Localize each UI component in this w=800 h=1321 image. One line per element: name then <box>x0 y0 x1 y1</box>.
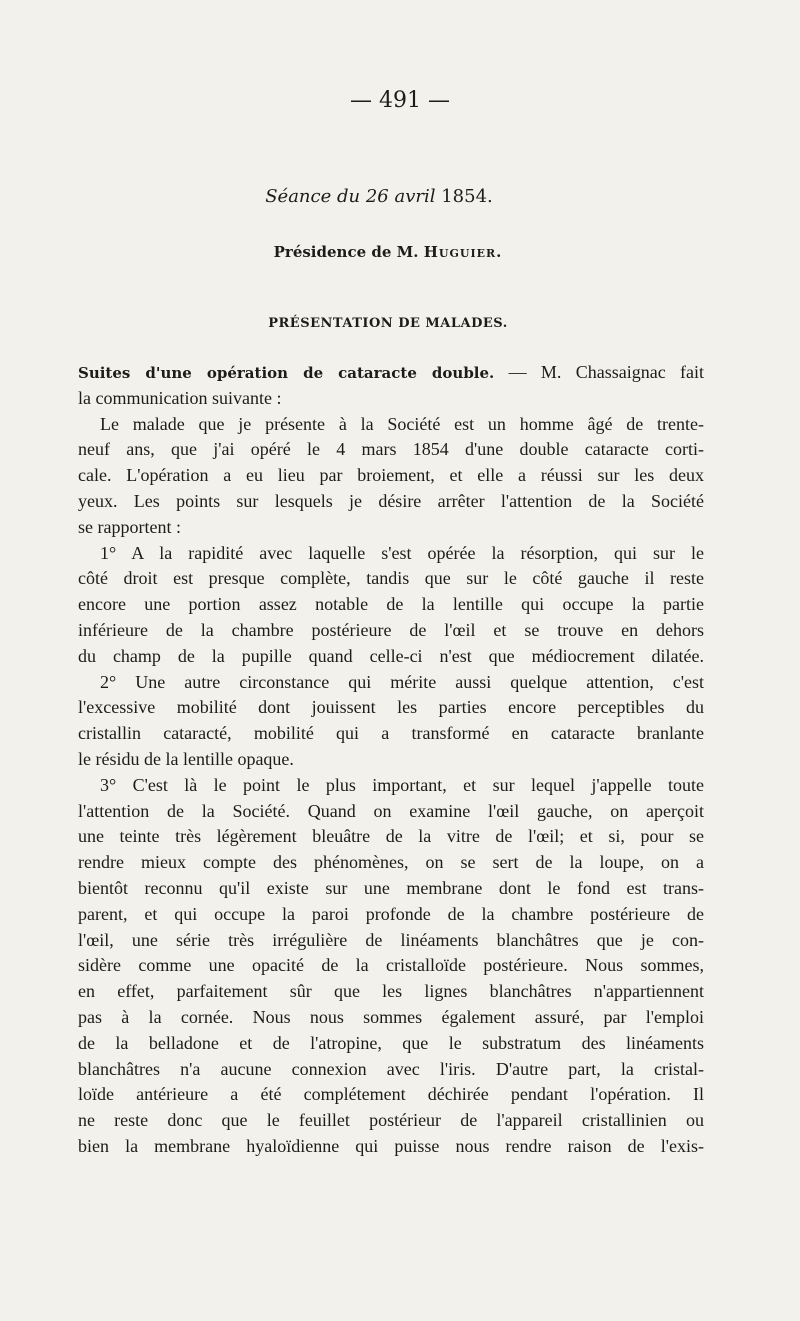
text-line <box>78 566 704 592</box>
line-text: de la belladone et de l'atropine, que le substratum des linéaments <box>78 1032 704 1053</box>
line-text: yeux. Les points sur lesquels je désire arrêter l'attention de la Société <box>78 490 704 511</box>
line-text: bien la membrane hyaloïdienne qui puisse nous rendre raison de l'exis- <box>78 1135 704 1156</box>
line-text: le résidu de la lentille opaque. <box>78 748 294 769</box>
section-heading: PRÉSENTATION DE MALADES. <box>268 316 508 331</box>
text-line <box>78 1031 704 1057</box>
line-text: parent, et qui occupe la paroi profonde de la chambre postérieure de <box>78 903 704 924</box>
line-text: la communication suivante : <box>78 387 282 408</box>
text-line <box>78 644 704 670</box>
line-text: loïde antérieure a été complétement déchirée pendant l'opération. Il <box>78 1084 704 1105</box>
line-text: une teinte très légèrement bleuâtre de la vitre de l'œil; et si, pour se <box>78 826 704 847</box>
line-text: neuf ans, que j'ai opéré le 4 mars 1854 d'une double cataracte corti- <box>78 439 704 460</box>
session-prefix: Séance du <box>265 186 361 207</box>
presidency-abbr: M. <box>396 243 419 261</box>
line-text: 1° A la rapidité avec laquelle s'est opérée la résorption, qui sur le <box>100 542 704 563</box>
text-line <box>78 1057 704 1083</box>
body-text <box>78 360 704 1160</box>
line-text: l'excessive mobilité dont jouissent les parties encore perceptibles du <box>78 697 704 718</box>
text-line <box>78 412 704 438</box>
line-text: inférieure de la chambre postérieure de l'œil et se trouve en dehors <box>78 619 704 640</box>
line-text: cale. L'opération a eu lieu par broiement, et elle a réussi sur les deux <box>78 465 704 486</box>
text-line <box>78 437 704 463</box>
line-text: en effet, parfaitement sûr que les lignes blanchâtres n'appartiennent <box>78 981 704 1002</box>
session-date <box>0 186 758 207</box>
session-year: 1854. <box>441 186 493 207</box>
line-text: l'œil, une série très irrégulière de linéaments blanchâtres que je con- <box>78 929 704 950</box>
text-line <box>78 824 704 850</box>
text-line <box>78 695 704 721</box>
text-line <box>78 1108 704 1134</box>
line-text: Le malade que je présente à la Société est un homme âgé de trente- <box>100 413 704 434</box>
text-line <box>78 618 704 644</box>
text-line <box>78 1005 704 1031</box>
presidency-name: Huguier. <box>423 243 503 261</box>
text-line <box>78 386 704 412</box>
line-text: blanchâtres n'a aucune connexion avec l'iris. D'autre part, la cristal- <box>78 1058 704 1079</box>
paragraph-subtitle: Suites d'une opération de cataracte double. <box>78 364 495 382</box>
line-text: cristallin cataracté, mobilité qui a transformé en cataracte branlante <box>78 723 704 744</box>
line-text: ne reste donc que le feuillet postérieur de l'appareil cristallinien ou <box>78 1110 704 1131</box>
text-line <box>78 1082 704 1108</box>
text-line <box>78 953 704 979</box>
page-number: — 491 — <box>350 88 450 113</box>
line-text: pas à la cornée. Nous nous sommes également assuré, par l'emploi <box>78 1006 704 1027</box>
text-line <box>78 799 704 825</box>
text-line <box>78 515 704 541</box>
text-line <box>78 902 704 928</box>
line-text: encore une portion assez notable de la lentille qui occupe la partie <box>78 594 704 615</box>
text-line <box>78 979 704 1005</box>
text-line <box>78 670 704 696</box>
presidency-prefix: Présidence de <box>273 243 392 261</box>
line-text: 2° Une autre circonstance qui mérite aussi quelque attention, c'est <box>100 671 704 692</box>
session-day: 26 avril <box>365 186 436 207</box>
line-text: rendre mieux compte des phénomènes, on se sert de la loupe, on a <box>78 852 704 873</box>
text-line <box>78 592 704 618</box>
text-line <box>78 850 704 876</box>
text-line <box>78 747 704 773</box>
line-text: — M. Chassaignac fait <box>494 362 704 382</box>
line-text: du champ de la pupille quand celle-ci n'est que médiocrement dilatée. <box>78 645 704 666</box>
text-line <box>78 773 704 799</box>
line-text: l'attention de la Société. Quand on examine l'œil gauche, on aperçoit <box>78 800 704 821</box>
presidency-line <box>0 243 776 261</box>
text-line <box>78 928 704 954</box>
line-text: 3° C'est là le point le plus important, et sur lequel j'appelle toute <box>100 774 704 795</box>
text-line <box>78 721 704 747</box>
line-text: se rapportent : <box>78 516 181 537</box>
line-text: côté droit est presque complète, tandis que sur le côté gauche il reste <box>78 568 704 589</box>
text-line <box>78 489 704 515</box>
text-line <box>78 463 704 489</box>
line-text: bientôt reconnu qu'il existe sur une membrane dont le fond est trans- <box>78 877 704 898</box>
line-text: sidère comme une opacité de la cristalloïde postérieure. Nous sommes, <box>78 955 704 976</box>
text-line <box>78 360 704 386</box>
text-line <box>78 541 704 567</box>
text-line <box>78 1134 704 1160</box>
text-line <box>78 876 704 902</box>
